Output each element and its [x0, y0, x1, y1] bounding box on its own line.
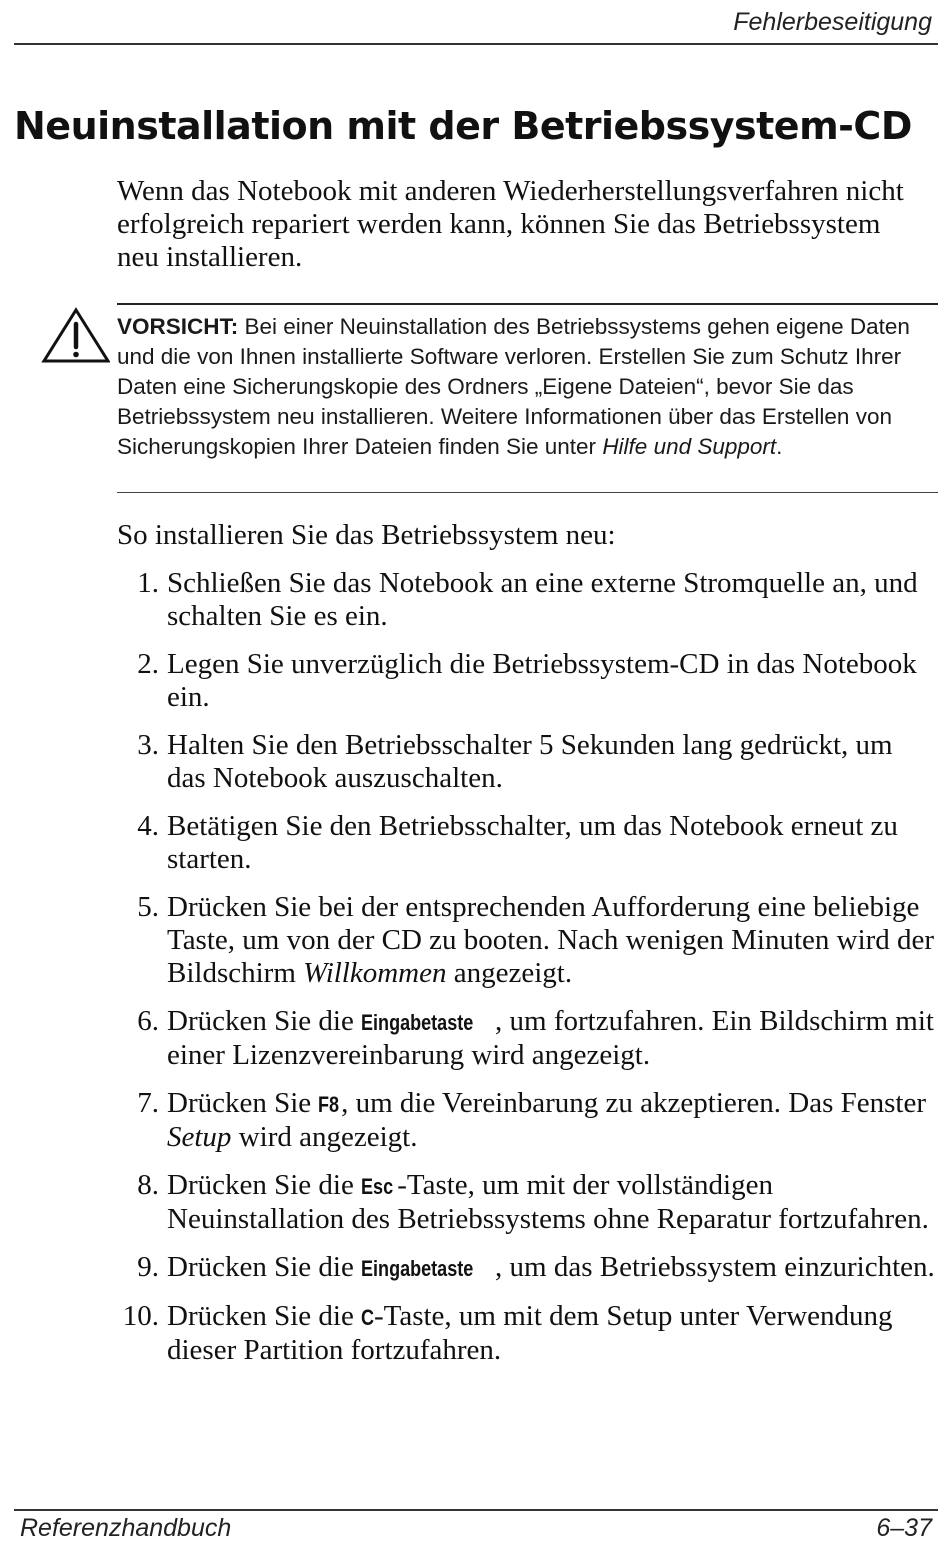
step-text: Drücken Sie die: [167, 1300, 362, 1332]
screen-name: Willkommen: [303, 957, 447, 989]
help-support-reference: Hilfe und Support: [602, 434, 777, 459]
step-5: [117, 891, 937, 990]
step-text: wird angezeigt.: [231, 1121, 418, 1153]
step-text: -Taste, um mit dem Setup unter Verwendung dieser Partition fortzufahren.: [167, 1300, 893, 1366]
step-number: 3.: [137, 729, 159, 761]
step-9: [117, 1251, 937, 1285]
step-text: Schließen Sie das Notebook an eine externe Stromquelle an, und schalten Sie es ein.: [167, 567, 918, 632]
step-text: Betätigen Sie den Betriebsschalter, um das Notebook erneut zu starten.: [167, 810, 898, 875]
step-text: Drücken Sie: [167, 1087, 319, 1119]
key-name: F8: [318, 1092, 340, 1117]
step-3: [117, 729, 937, 795]
window-name: Setup: [167, 1121, 232, 1153]
step-4: [117, 810, 937, 876]
step-number: 6.: [137, 1005, 159, 1037]
warning-triangle-icon: [14, 306, 110, 364]
step-6: [117, 1005, 937, 1072]
step-text: , um fortzufahren. Ein Bildschirm mit einer Lizenzvereinbarung wird angezeigt.: [167, 1005, 934, 1071]
step-text: Drücken Sie die: [167, 1251, 362, 1283]
key-name: Eingabetaste: [361, 1256, 474, 1281]
step-number: 2.: [137, 648, 159, 680]
footer-page-number: 6–37: [876, 1514, 932, 1542]
footer-rule: [14, 1509, 938, 1511]
caution-text: [117, 312, 938, 462]
step-10: [117, 1300, 937, 1367]
step-text: , um das Betriebssystem einzurichten.: [495, 1251, 935, 1283]
step-number: 8.: [137, 1169, 159, 1201]
caution-body: Bei einer Neuinstallation des Betriebssystems gehen eigene Daten und die von Ihnen installierte Software verloren. Erstellen Sie zum Schutz Ihrer Daten eine Sicherungskopie des Ordners „Eigene Dateien“, bevor Sie das Betriebssystem neu installieren. Weitere Informationen über das Erstellen von Sicherungskopien Ihrer Dateien finden Sie unter: [117, 314, 910, 459]
caution-box: [117, 303, 938, 493]
step-text: angezeigt.: [446, 957, 573, 989]
step-text: Drücken Sie die: [167, 1005, 362, 1037]
page-title: Neuinstallation mit der Betriebssystem-CD: [14, 104, 912, 148]
caution-label: VORSICHT:: [117, 314, 239, 339]
footer-manual-title: Referenzhandbuch: [20, 1514, 232, 1542]
step-text: Halten Sie den Betriebsschalter 5 Sekunden lang gedrückt, um das Notebook auszuschalten.: [167, 729, 893, 794]
key-name: C: [361, 1305, 375, 1330]
running-header: Fehlerbeseitigung: [733, 8, 932, 36]
step-text: Drücken Sie bei der entsprechenden Aufforderung eine beliebige Taste, um von der CD zu booten. Nach wenigen Minuten wird der Bildschirm: [167, 891, 935, 989]
key-name: Esc: [361, 1174, 394, 1199]
header-rule: [14, 43, 938, 45]
caution-end: .: [776, 434, 783, 459]
steps-list: [117, 567, 937, 1382]
step-7: [117, 1087, 937, 1154]
step-number: 5.: [137, 891, 159, 923]
steps-intro: So installieren Sie das Betriebssystem neu:: [117, 519, 616, 551]
step-number: 9.: [137, 1251, 159, 1283]
step-number: 10.: [122, 1300, 159, 1332]
step-number: 4.: [137, 810, 159, 842]
step-text: -Taste, um mit der vollständigen Neuinstallation des Betriebssystems ohne Reparatur fortzufahren.: [167, 1169, 929, 1235]
step-1: [117, 567, 937, 633]
step-text: , um die Vereinbarung zu akzeptieren. Das Fenster: [341, 1087, 926, 1119]
step-number: 1.: [137, 567, 159, 599]
step-2: [117, 648, 937, 714]
step-text: Legen Sie unverzüglich die Betriebssystem-CD in das Notebook ein.: [167, 648, 917, 713]
key-name: Eingabetaste: [361, 1010, 474, 1035]
step-8: [117, 1169, 937, 1236]
step-text: Drücken Sie die: [167, 1169, 362, 1201]
step-number: 7.: [137, 1087, 159, 1119]
intro-paragraph: Wenn das Notebook mit anderen Wiederherstellungsverfahren nicht erfolgreich repariert werden kann, können Sie das Betriebssystem neu installieren.: [117, 175, 904, 273]
